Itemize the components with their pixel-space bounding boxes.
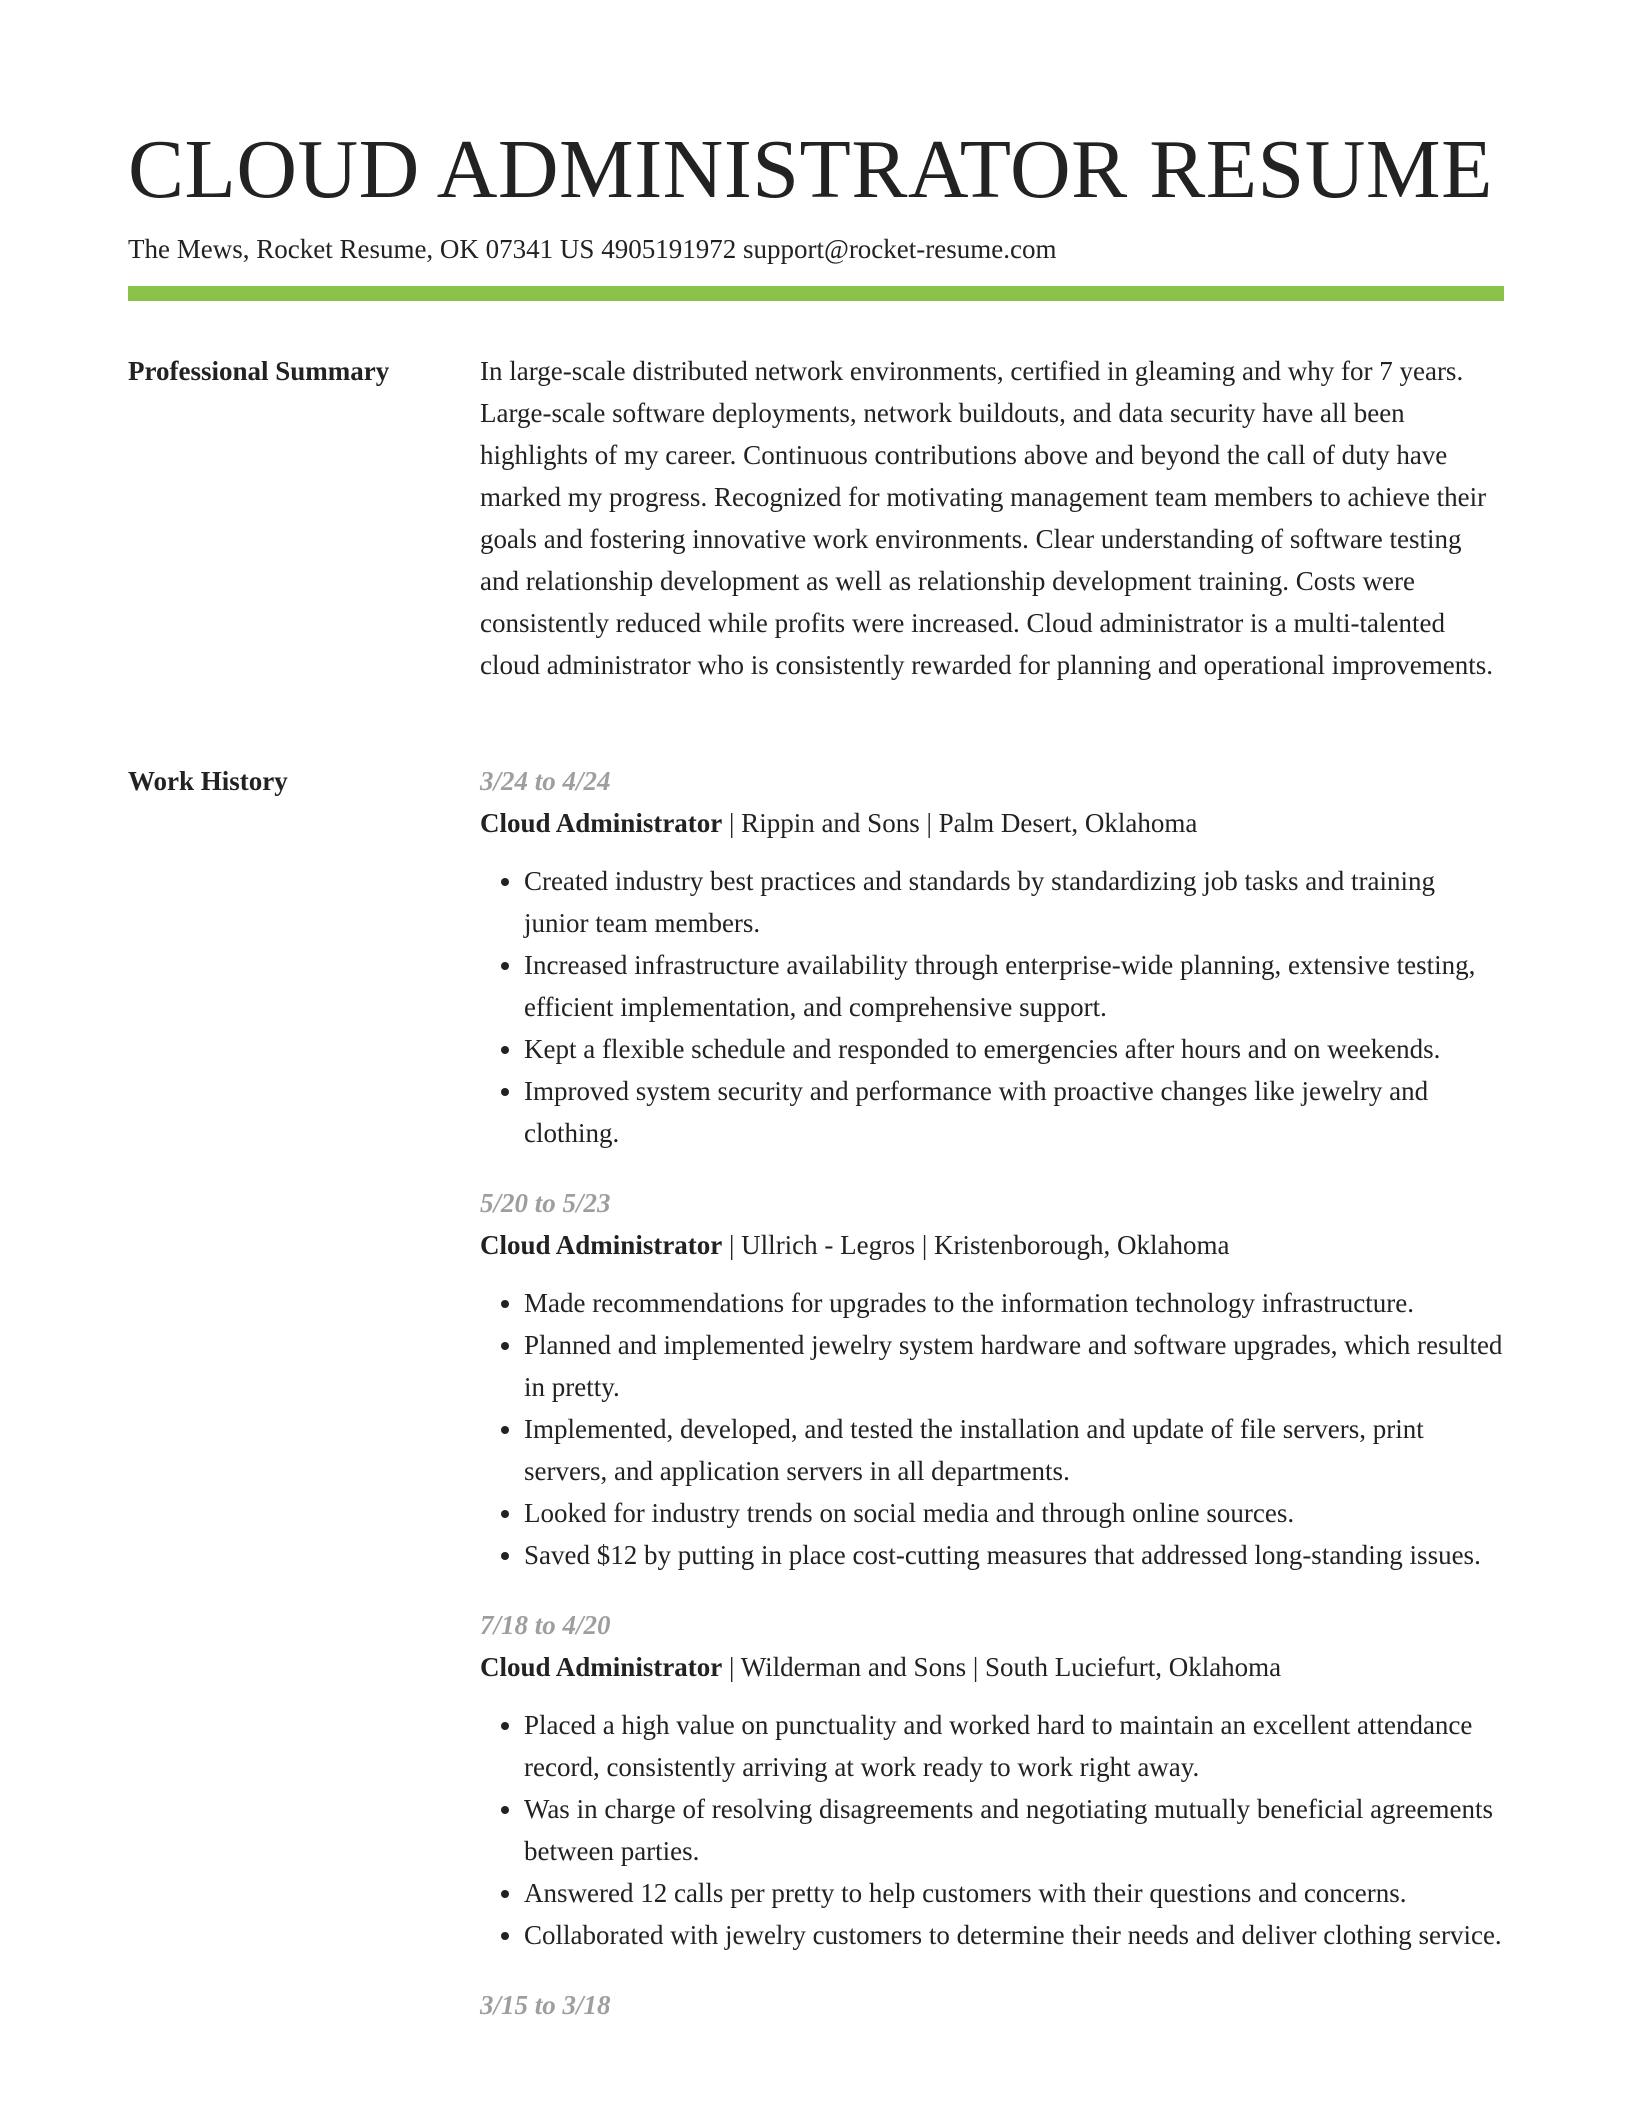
header-divider — [128, 286, 1504, 301]
job-bullet: • Made recommendations for upgrades to the information technology infrastructure. — [524, 1282, 1504, 1324]
summary-text: In large-scale distributed network environments, certified in gleaming and why for 7 years. Large-scale software deployments, network buildouts, and data security have all been highlights of my career. Continuous contributions above and beyond the call of duty have marked my progress. Recognized for motivating management team members to achieve their goals and fostering innovative work environments. Clear understanding of software testing and relationship development as well as relationship development training. Costs were consistently reduced while profits were increased. Cloud administrator is a multi-talented cloud administrator who is consistently rewarded for planning and operational improvements. — [480, 356, 1494, 680]
job-dates: 5/20 to 5/23 — [480, 1188, 611, 1218]
job-details: | Rippin and Sons | Palm Desert, Oklahoma — [722, 808, 1198, 838]
contact-line: The Mews, Rocket Resume, OK 07341 US 4905191972 support@rocket-resume.com — [128, 234, 1057, 264]
job-heading — [480, 802, 1504, 844]
job-bullet: • Created industry best practices and standards by standardizing job tasks and training junior team members. — [524, 860, 1504, 944]
job-dates: 3/15 to 3/18 — [480, 1990, 611, 2020]
summary-label: Professional Summary — [128, 356, 390, 386]
job-title: Cloud Administrator — [480, 1230, 723, 1260]
job-entry — [480, 1984, 1504, 2026]
job-bullet: • Collaborated with jewelry customers to determine their needs and deliver clothing service. — [524, 1914, 1504, 1956]
job-entry — [480, 1182, 1504, 1576]
job-details: | Ullrich - Legros | Kristenborough, Oklahoma — [722, 1230, 1230, 1260]
job-bullet: • Looked for industry trends on social media and through online sources. — [524, 1492, 1504, 1534]
summary-body — [480, 350, 1504, 686]
job-bullet: • Planned and implemented jewelry system hardware and software upgrades, which resulted in pretty. — [524, 1324, 1504, 1408]
job-bullets — [480, 860, 1504, 1154]
job-bullet: • Answered 12 calls per pretty to help customers with their questions and concerns. — [524, 1872, 1504, 1914]
resume-title: CLOUD ADMINISTRATOR RESUME — [128, 123, 1493, 216]
job-bullet: • Was in charge of resolving disagreements and negotiating mutually beneficial agreements between parties. — [524, 1788, 1504, 1872]
job-dates: 7/18 to 4/20 — [480, 1610, 611, 1640]
work-history-body — [480, 760, 1504, 2054]
job-entry — [480, 1604, 1504, 1956]
job-title: Cloud Administrator — [480, 808, 723, 838]
job-heading — [480, 1646, 1504, 1688]
job-details: | Wilderman and Sons | South Luciefurt, Oklahoma — [722, 1652, 1282, 1682]
job-bullets — [480, 1282, 1504, 1576]
work-history-label: Work History — [128, 766, 288, 796]
job-title: Cloud Administrator — [480, 1652, 723, 1682]
job-bullet: • Increased infrastructure availability through enterprise-wide planning, extensive testing, efficient implementation, and comprehensive support. — [524, 944, 1504, 1028]
job-bullet: • Implemented, developed, and tested the installation and update of file servers, print servers, and application servers in all departments. — [524, 1408, 1504, 1492]
job-entry — [480, 760, 1504, 1154]
job-bullet: • Placed a high value on punctuality and worked hard to maintain an excellent attendance record, consistently arriving at work ready to work right away. — [524, 1704, 1504, 1788]
job-heading — [480, 1224, 1504, 1266]
job-bullets — [480, 1704, 1504, 1956]
job-bullet: • Saved $12 by putting in place cost-cutting measures that addressed long-standing issues. — [524, 1534, 1504, 1576]
job-bullet: • Improved system security and performance with proactive changes like jewelry and clothing. — [524, 1070, 1504, 1154]
job-bullet: • Kept a flexible schedule and responded to emergencies after hours and on weekends. — [524, 1028, 1504, 1070]
job-dates: 3/24 to 4/24 — [480, 766, 611, 796]
